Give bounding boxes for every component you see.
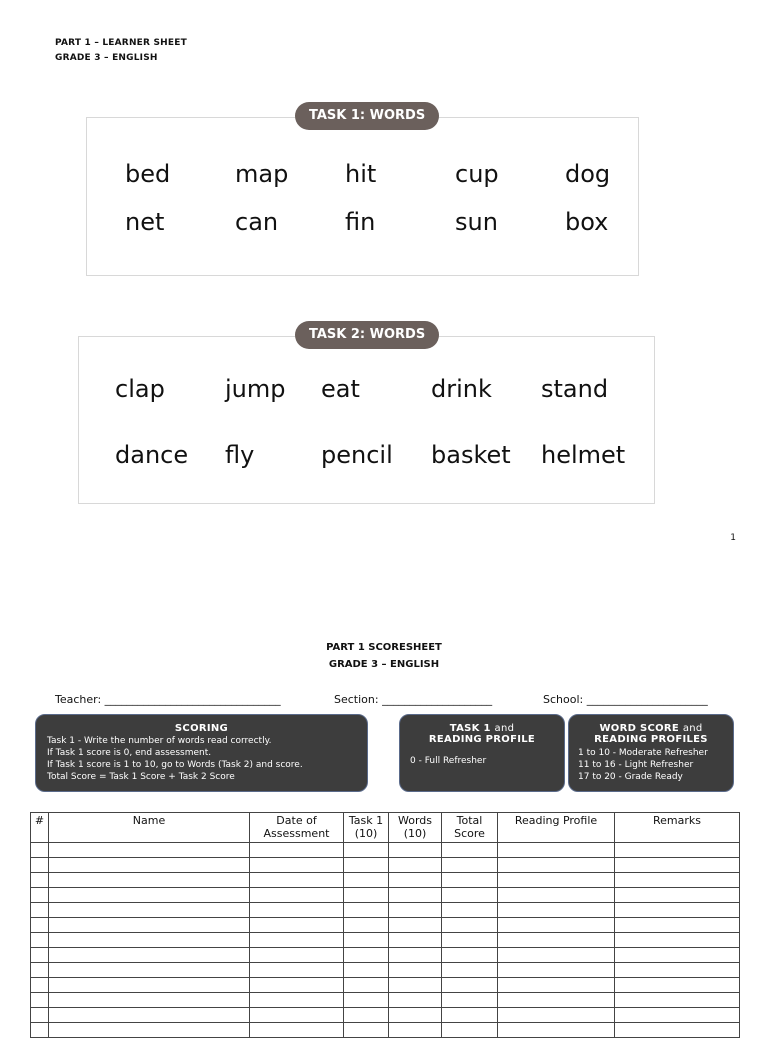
table-row bbox=[31, 1008, 740, 1023]
table-cell[interactable] bbox=[442, 1023, 498, 1038]
table-cell[interactable] bbox=[615, 858, 740, 873]
table-row bbox=[31, 858, 740, 873]
table-cell[interactable] bbox=[389, 1023, 442, 1038]
task1-word: bed bbox=[125, 160, 171, 188]
table-cell[interactable] bbox=[344, 873, 389, 888]
table-cell[interactable] bbox=[389, 933, 442, 948]
table-cell[interactable] bbox=[498, 948, 615, 963]
table-cell[interactable] bbox=[31, 993, 49, 1008]
task1-words-box bbox=[86, 117, 639, 276]
table-cell[interactable] bbox=[615, 993, 740, 1008]
scoring-line: Task 1 - Write the number of words read correctly. bbox=[47, 736, 272, 746]
table-cell[interactable] bbox=[49, 843, 250, 858]
table-cell[interactable] bbox=[389, 948, 442, 963]
task2-word: helmet bbox=[541, 441, 626, 469]
scoring-box bbox=[35, 714, 368, 792]
task1-profile-and: and bbox=[494, 723, 515, 734]
task1-word: hit bbox=[345, 160, 377, 188]
table-cell[interactable] bbox=[250, 918, 344, 933]
task2-word: basket bbox=[431, 441, 511, 469]
table-cell[interactable] bbox=[49, 933, 250, 948]
task2-word: stand bbox=[541, 375, 609, 403]
task2-word: jump bbox=[225, 375, 286, 403]
table-cell[interactable] bbox=[498, 888, 615, 903]
section-field[interactable]: Section: ____________________ bbox=[334, 693, 493, 706]
table-cell[interactable] bbox=[344, 888, 389, 903]
table-cell[interactable] bbox=[344, 963, 389, 978]
task1-title-pill: TASK 1: WORDS bbox=[295, 102, 439, 130]
word-score-subtitle: READING PROFILES bbox=[594, 734, 708, 745]
table-cell[interactable] bbox=[250, 903, 344, 918]
table-cell[interactable] bbox=[498, 858, 615, 873]
table-cell[interactable] bbox=[31, 843, 49, 858]
table-cell[interactable] bbox=[250, 933, 344, 948]
table-cell[interactable] bbox=[389, 918, 442, 933]
table-cell[interactable] bbox=[49, 993, 250, 1008]
word-score-line: 17 to 20 - Grade Ready bbox=[578, 772, 683, 782]
table-row bbox=[31, 873, 740, 888]
table-row bbox=[31, 903, 740, 918]
col-number-header: # bbox=[31, 813, 49, 843]
table-cell[interactable] bbox=[498, 978, 615, 993]
table-cell[interactable] bbox=[615, 963, 740, 978]
table-cell[interactable] bbox=[389, 873, 442, 888]
table-cell[interactable] bbox=[31, 1023, 49, 1038]
table-cell[interactable] bbox=[389, 858, 442, 873]
col-remarks-header: Remarks bbox=[615, 813, 740, 843]
table-cell[interactable] bbox=[442, 858, 498, 873]
col-name-header: Name bbox=[49, 813, 250, 843]
table-cell[interactable] bbox=[49, 978, 250, 993]
table-cell[interactable] bbox=[442, 978, 498, 993]
table-cell[interactable] bbox=[344, 1023, 389, 1038]
table-cell[interactable] bbox=[31, 948, 49, 963]
table-cell[interactable] bbox=[498, 933, 615, 948]
score-table bbox=[30, 812, 740, 1038]
word-score-line: 1 to 10 - Moderate Refresher bbox=[578, 748, 708, 758]
table-cell[interactable] bbox=[49, 1008, 250, 1023]
table-cell[interactable] bbox=[498, 903, 615, 918]
table-cell[interactable] bbox=[389, 978, 442, 993]
table-cell[interactable] bbox=[49, 903, 250, 918]
task1-word: net bbox=[125, 208, 165, 236]
table-header-row bbox=[31, 813, 740, 843]
table-cell[interactable] bbox=[389, 993, 442, 1008]
scoresheet-grade: GRADE 3 – ENGLISH bbox=[328, 659, 440, 670]
table-row bbox=[31, 963, 740, 978]
scoring-title: SCORING bbox=[174, 723, 229, 734]
table-cell[interactable] bbox=[498, 963, 615, 978]
table-cell[interactable] bbox=[442, 918, 498, 933]
table-cell[interactable] bbox=[344, 1008, 389, 1023]
table-cell[interactable] bbox=[442, 993, 498, 1008]
scoring-line: Total Score = Task 1 Score + Task 2 Score bbox=[47, 772, 235, 782]
task1-word: cup bbox=[455, 160, 499, 188]
task1-profile-subtitle: READING PROFILE bbox=[428, 734, 536, 745]
table-row bbox=[31, 888, 740, 903]
table-cell[interactable] bbox=[615, 918, 740, 933]
table-cell[interactable] bbox=[250, 978, 344, 993]
table-cell[interactable] bbox=[31, 918, 49, 933]
table-row bbox=[31, 918, 740, 933]
task1-profile-box bbox=[399, 714, 565, 792]
table-cell[interactable] bbox=[442, 1008, 498, 1023]
table-cell[interactable] bbox=[344, 933, 389, 948]
sheet-grade: GRADE 3 – ENGLISH bbox=[55, 53, 158, 63]
table-cell[interactable] bbox=[344, 993, 389, 1008]
word-score-and: and bbox=[682, 723, 703, 734]
task2-word: drink bbox=[431, 375, 492, 403]
word-score-title: WORD SCORE bbox=[599, 723, 680, 734]
table-cell[interactable] bbox=[442, 843, 498, 858]
task2-word: eat bbox=[321, 375, 360, 403]
table-cell[interactable] bbox=[250, 843, 344, 858]
sheet-title: PART 1 – LEARNER SHEET bbox=[55, 38, 187, 48]
table-cell[interactable] bbox=[49, 963, 250, 978]
task1-word: dog bbox=[565, 160, 611, 188]
task2-word: fly bbox=[225, 441, 255, 469]
page-number: 1 bbox=[730, 533, 736, 543]
table-cell[interactable] bbox=[389, 843, 442, 858]
col-total-header: Total Score bbox=[442, 813, 498, 843]
table-cell[interactable] bbox=[498, 1023, 615, 1038]
table-cell[interactable] bbox=[250, 963, 344, 978]
col-task1-header: Task 1 (10) bbox=[344, 813, 389, 843]
scoring-line: If Task 1 score is 0, end assessment. bbox=[47, 748, 212, 758]
table-row bbox=[31, 843, 740, 858]
word-score-line: 11 to 16 - Light Refresher bbox=[578, 760, 694, 770]
table-cell[interactable] bbox=[49, 873, 250, 888]
table-cell[interactable] bbox=[250, 873, 344, 888]
table-cell[interactable] bbox=[31, 903, 49, 918]
table-cell[interactable] bbox=[250, 993, 344, 1008]
task1-word: sun bbox=[455, 208, 498, 236]
table-cell[interactable] bbox=[615, 1023, 740, 1038]
table-cell[interactable] bbox=[31, 858, 49, 873]
table-row bbox=[31, 1023, 740, 1038]
task2-word: clap bbox=[115, 375, 165, 403]
table-cell[interactable] bbox=[442, 933, 498, 948]
task1-word: fin bbox=[345, 208, 376, 236]
table-cell[interactable] bbox=[344, 978, 389, 993]
col-words-header: Words (10) bbox=[389, 813, 442, 843]
table-cell[interactable] bbox=[250, 948, 344, 963]
table-cell[interactable] bbox=[442, 963, 498, 978]
table-cell[interactable] bbox=[389, 903, 442, 918]
word-score-box bbox=[568, 714, 734, 792]
table-cell[interactable] bbox=[49, 1023, 250, 1038]
table-cell[interactable] bbox=[615, 888, 740, 903]
table-cell[interactable] bbox=[615, 843, 740, 858]
table-cell[interactable] bbox=[389, 888, 442, 903]
task2-words-box bbox=[78, 336, 655, 504]
table-cell[interactable] bbox=[615, 978, 740, 993]
table-cell[interactable] bbox=[442, 903, 498, 918]
task1-word: map bbox=[235, 160, 289, 188]
table-cell[interactable] bbox=[31, 1008, 49, 1023]
task2-title-pill: TASK 2: WORDS bbox=[295, 321, 439, 349]
table-cell[interactable] bbox=[344, 843, 389, 858]
task1-word: box bbox=[565, 208, 609, 236]
table-cell[interactable] bbox=[250, 858, 344, 873]
table-cell[interactable] bbox=[442, 873, 498, 888]
table-cell[interactable] bbox=[250, 1008, 344, 1023]
table-cell[interactable] bbox=[615, 948, 740, 963]
table-cell[interactable] bbox=[31, 978, 49, 993]
table-cell[interactable] bbox=[389, 1008, 442, 1023]
table-row bbox=[31, 933, 740, 948]
table-cell[interactable] bbox=[344, 858, 389, 873]
teacher-field[interactable]: Teacher: ________________________________ bbox=[55, 693, 281, 706]
table-cell[interactable] bbox=[344, 918, 389, 933]
table-cell[interactable] bbox=[615, 903, 740, 918]
table-cell[interactable] bbox=[615, 873, 740, 888]
table-cell[interactable] bbox=[49, 888, 250, 903]
school-field[interactable]: School: ______________________ bbox=[543, 693, 708, 706]
table-cell[interactable] bbox=[250, 1023, 344, 1038]
table-cell[interactable] bbox=[344, 948, 389, 963]
table-cell[interactable] bbox=[498, 1008, 615, 1023]
table-cell[interactable] bbox=[615, 933, 740, 948]
task2-word: dance bbox=[115, 441, 189, 469]
table-cell[interactable] bbox=[344, 903, 389, 918]
task1-profile-line: 0 - Full Refresher bbox=[410, 756, 487, 766]
scoresheet-title: PART 1 SCORESHEET bbox=[326, 642, 442, 653]
table-cell[interactable] bbox=[31, 873, 49, 888]
table-cell[interactable] bbox=[49, 858, 250, 873]
table-cell[interactable] bbox=[615, 1008, 740, 1023]
task2-word: pencil bbox=[321, 441, 393, 469]
table-cell[interactable] bbox=[442, 948, 498, 963]
table-row bbox=[31, 978, 740, 993]
col-profile-header: Reading Profile bbox=[498, 813, 615, 843]
table-cell[interactable] bbox=[250, 888, 344, 903]
col-date-header: Date of Assessment bbox=[250, 813, 344, 843]
table-cell[interactable] bbox=[49, 948, 250, 963]
table-cell[interactable] bbox=[49, 918, 250, 933]
table-cell[interactable] bbox=[498, 993, 615, 1008]
table-cell[interactable] bbox=[31, 888, 49, 903]
task1-profile-title: TASK 1 bbox=[449, 723, 491, 734]
table-cell[interactable] bbox=[389, 963, 442, 978]
scoring-line: If Task 1 score is 1 to 10, go to Words (Task 2) and score. bbox=[47, 760, 303, 770]
table-cell[interactable] bbox=[498, 873, 615, 888]
task1-word: can bbox=[235, 208, 279, 236]
table-cell[interactable] bbox=[442, 888, 498, 903]
table-cell[interactable] bbox=[31, 933, 49, 948]
table-cell[interactable] bbox=[498, 843, 615, 858]
table-row bbox=[31, 948, 740, 963]
table-row bbox=[31, 993, 740, 1008]
table-cell[interactable] bbox=[31, 963, 49, 978]
table-cell[interactable] bbox=[498, 918, 615, 933]
